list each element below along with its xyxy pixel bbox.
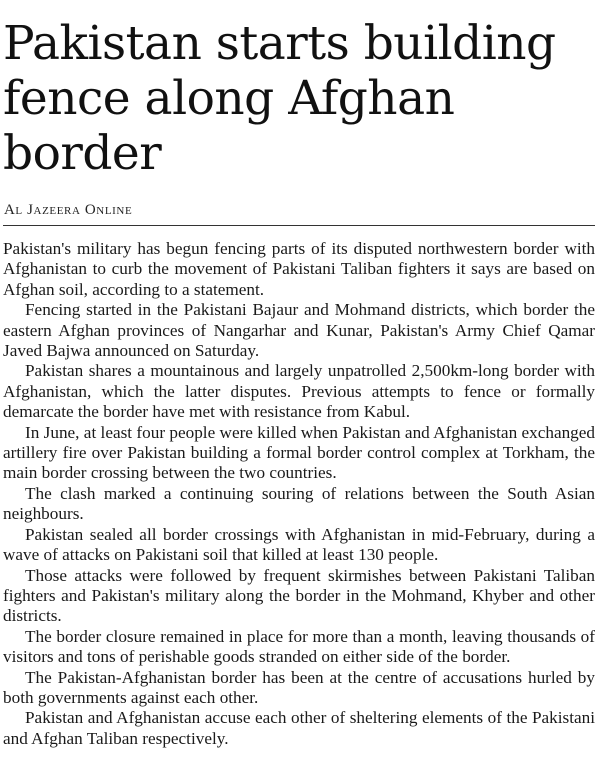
- article-body: [3, 239, 595, 749]
- byline-divider: [3, 225, 595, 226]
- article-paragraph: Those attacks were followed by frequent skirmishes between Pakistani Taliban fighters and Pakistan's military along the border in the Mohmand, Khyber and other districts.: [3, 565, 595, 626]
- article-paragraph: Pakistan shares a mountainous and largely unpatrolled 2,500km-long border with Afghanistan, which the latter disputes. Previous attempts to fence or formally demarcate the border have met with resistance from Kabul.: [3, 361, 595, 422]
- article-byline: Al Jazeera Online: [4, 202, 133, 218]
- article-paragraph: Pakistan sealed all border crossings with Afghanistan in mid-February, during a wave of attacks on Pakistani soil that killed at least 130 people.: [3, 524, 595, 565]
- article-paragraph: The clash marked a continuing souring of relations between the South Asian neighbours.: [3, 483, 595, 524]
- article-headline: Pakistan starts building fence along Afghan border: [3, 16, 556, 181]
- article-paragraph: In June, at least four people were killed when Pakistan and Afghanistan exchanged artillery fire over Pakistan building a formal border control complex at Torkham, the main border crossing between the two countries.: [3, 422, 595, 483]
- article-paragraph: The border closure remained in place for more than a month, leaving thousands of visitors and tons of perishable goods stranded on either side of the border.: [3, 626, 595, 667]
- article-paragraph: Fencing started in the Pakistani Bajaur and Mohmand districts, which border the eastern Afghan provinces of Nangarhar and Kunar, Pakistan's Army Chief Qamar Javed Bajwa announced on Saturday.: [3, 300, 595, 361]
- news-article: [3, 0, 595, 749]
- article-paragraph: The Pakistan-Afghanistan border has been at the centre of accusations hurled by both governments against each other.: [3, 667, 595, 707]
- article-paragraph: Pakistan and Afghanistan accuse each other of sheltering elements of the Pakistani and Afghan Taliban respectively.: [3, 708, 595, 748]
- article-paragraph: Pakistan's military has begun fencing parts of its disputed northwestern border with Afghanistan to curb the movement of Pakistani Taliban fighters it says are based on Afghan soil, according to a statement.: [3, 239, 595, 299]
